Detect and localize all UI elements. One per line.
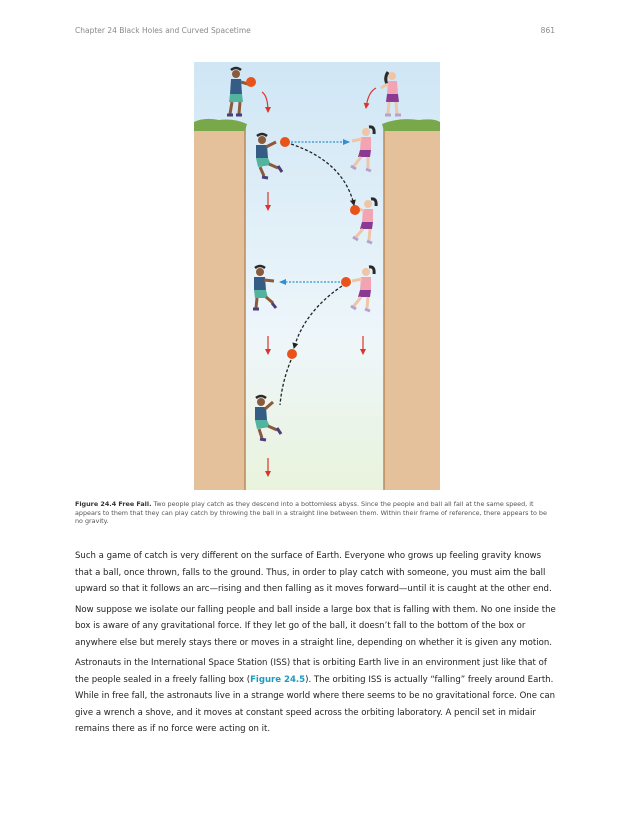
ball-4	[287, 349, 297, 359]
body-text	[75, 548, 557, 742]
paragraph-3-after-link: ). The orbiting ISS is actually “falling” freely around Earth. While in free fall, the astronauts live in a strange world where there seems to be no gravitational force. One can give a wrench a shove, and it moves at constant speed across the orbiting laboratory. A pencil set in midair remains there as if no force were acting on it.	[75, 674, 556, 734]
figure-24-5-link[interactable]: Figure 24.5	[250, 674, 306, 685]
paragraph-2: Now suppose we isolate our falling people and ball inside a large box that is falling with them. No one inside the box is aware of any gravitational force. If they let go of the ball, it doesn’t fall to the bottom of the box or anywhere else but merely stays there or moves in a straight line, depending on whether it is given any motion.	[75, 604, 556, 648]
page-number: 861	[540, 26, 555, 35]
ball-2	[350, 205, 360, 215]
figure-label: Figure 24.4 Free Fall.	[75, 500, 152, 508]
paragraph-3-before-link: Astronauts in the International Space Station (ISS) that is orbiting Earth live in an environment just like that of the people sealed in a freely falling box (	[75, 658, 547, 685]
ball-1	[280, 137, 290, 147]
figure-caption	[75, 500, 555, 526]
figure-caption-text: Two people play catch as they descend into a bottomless abyss. Since the people and ball all fall at the same speed, it appears to them that they can play catch by throwing the ball in a straight line between them. Within their frame of reference, there appears to be no gravity.	[75, 500, 547, 526]
free-fall-illustration	[194, 62, 440, 490]
paragraph-1: Such a game of catch is very different on the surface of Earth. Everyone who grows up feeling gravity knows that a ball, once thrown, falls to the ground. Thus, in order to play catch with someone, you must aim the ball upward so that it follows an arc—rising and then falling as it moves forward—until it is caught at the other end.	[75, 551, 552, 594]
right-cliff	[382, 119, 440, 490]
chapter-title: Chapter 24 Black Holes and Curved Spacetime	[75, 26, 251, 35]
ball-3	[341, 277, 351, 287]
paragraph-3	[75, 655, 557, 738]
left-cliff	[194, 119, 247, 490]
page-header	[75, 26, 555, 38]
